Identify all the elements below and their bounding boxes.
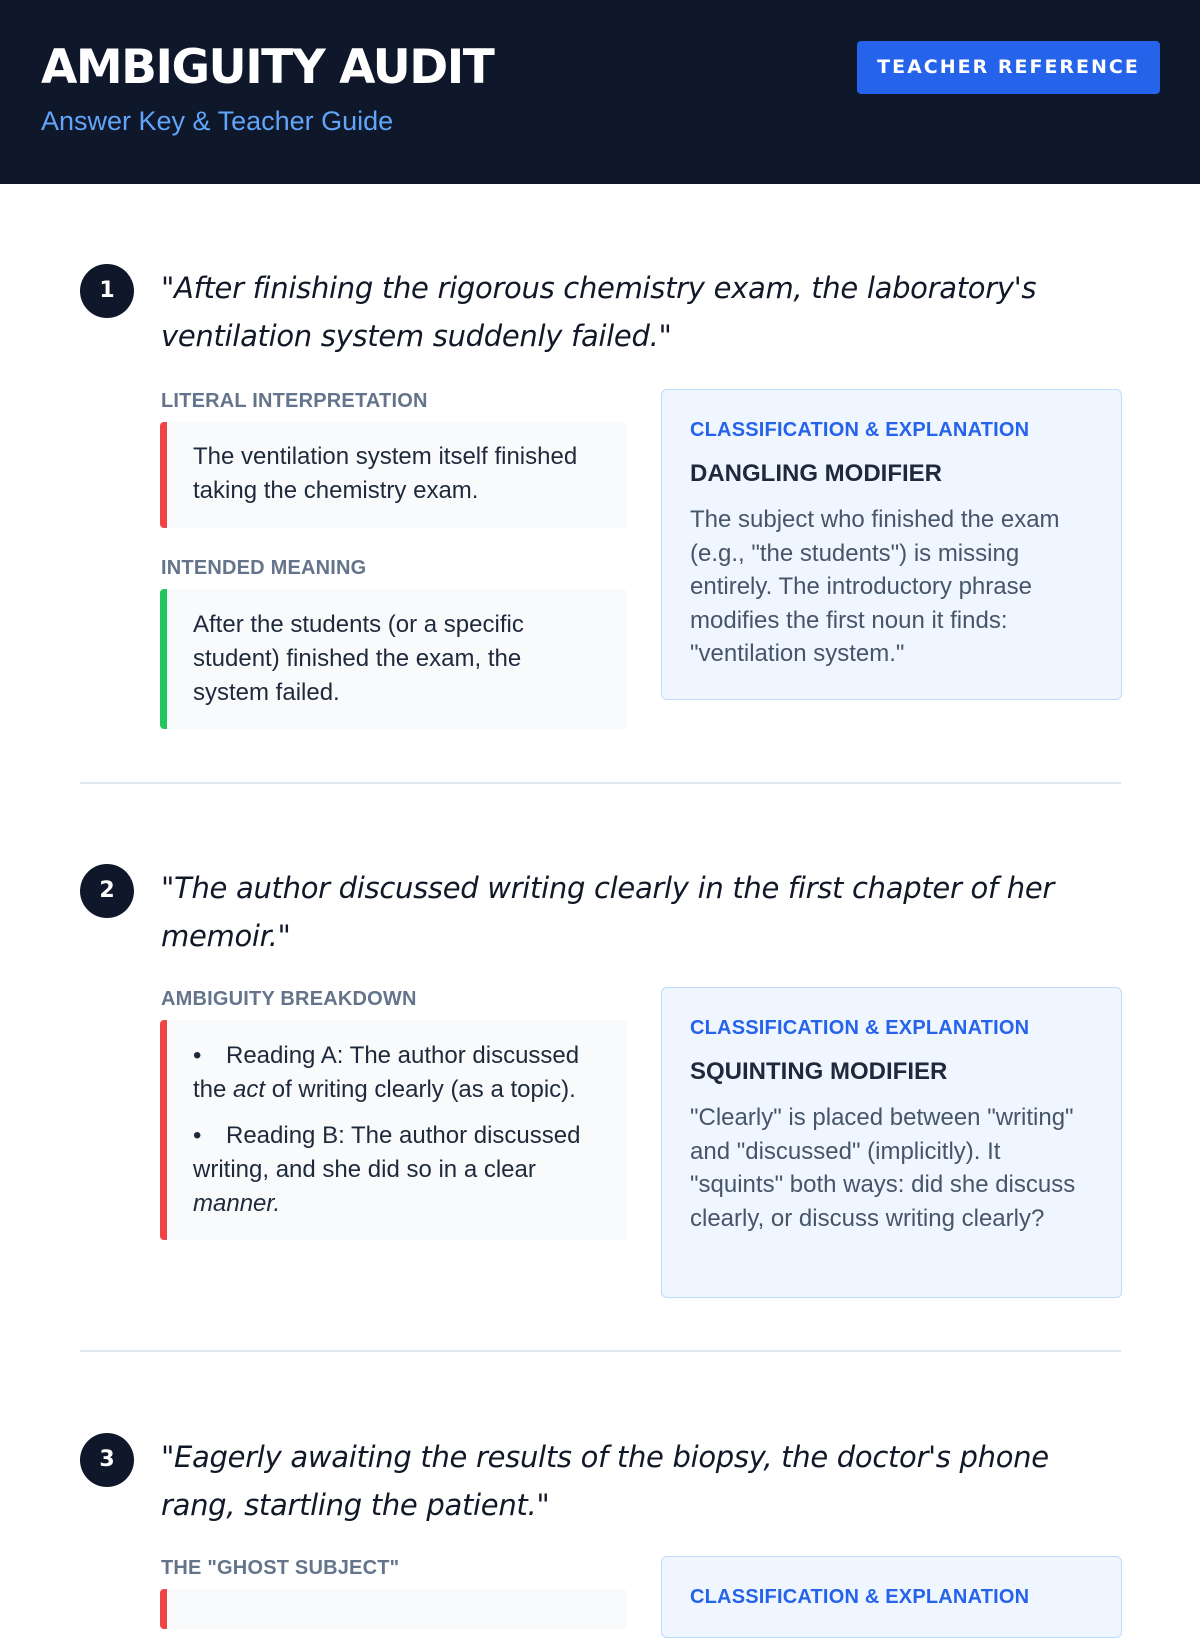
- item-quote: "After finishing the rigorous chemistry exam, the laboratory's ventilation system suddenly failed.": [161, 271, 1037, 353]
- classification-kicker: CLASSIFICATION & EXPLANATION: [690, 1017, 1030, 1039]
- bullet-icon: •: [193, 1122, 202, 1149]
- page-header: [0, 0, 1200, 184]
- classification-card: [661, 1556, 1122, 1638]
- reading-a-text-end: of writing clearly (as a topic).: [265, 1076, 576, 1103]
- reading-a: [193, 1039, 603, 1107]
- ghost-subject-box: [160, 1589, 627, 1629]
- literal-interpretation-box: [160, 422, 627, 528]
- reading-b-text: Reading B: The author discussed writing, and she did so in a clear: [193, 1122, 581, 1183]
- reading-b-emphasis: manner.: [193, 1190, 281, 1217]
- ambiguity-breakdown-label: AMBIGUITY BREAKDOWN: [161, 988, 417, 1010]
- classification-title: DANGLING MODIFIER: [690, 460, 942, 487]
- classification-title: SQUINTING MODIFIER: [690, 1058, 948, 1085]
- readings-list: [193, 1039, 603, 1221]
- section-divider: [80, 1350, 1121, 1352]
- classification-explanation: The subject who finished the exam (e.g., "the students") is missing entirely. The introductory phrase modifies the first noun it finds: "ventilation system.": [690, 506, 1060, 667]
- literal-interpretation-text: The ventilation system itself finished taking the chemistry exam.: [193, 443, 578, 504]
- item-number-badge: 1: [80, 264, 134, 318]
- teacher-reference-button[interactable]: TEACHER REFERENCE: [857, 41, 1160, 94]
- item-number-badge: 2: [80, 864, 134, 918]
- classification-card: [661, 987, 1122, 1298]
- section-divider: [80, 782, 1121, 784]
- item-quote: "Eagerly awaiting the results of the biopsy, the doctor's phone rang, startling the patient.": [161, 1440, 1049, 1522]
- item-number-badge: 3: [80, 1433, 134, 1487]
- classification-kicker: CLASSIFICATION & EXPLANATION: [690, 1586, 1030, 1608]
- item-quote: "The author discussed writing clearly in the first chapter of her memoir.": [161, 871, 1054, 953]
- intended-meaning-label: INTENDED MEANING: [161, 557, 367, 579]
- classification-card: [661, 389, 1122, 700]
- reading-a-emphasis: act: [233, 1076, 266, 1103]
- page-title: AMBIGUITY AUDIT: [41, 40, 494, 95]
- intended-meaning-box: [160, 589, 627, 729]
- literal-interpretation-label: LITERAL INTERPRETATION: [161, 390, 428, 412]
- intended-meaning-text: After the students (or a specific student) finished the exam, the system failed.: [193, 611, 524, 706]
- ghost-subject-label: THE "GHOST SUBJECT": [161, 1557, 400, 1579]
- ambiguity-breakdown-box: [160, 1020, 627, 1240]
- bullet-icon: •: [193, 1042, 202, 1069]
- reading-b: [193, 1119, 603, 1221]
- reading-a-text: Reading A: The author discussed the: [193, 1042, 580, 1103]
- classification-kicker: CLASSIFICATION & EXPLANATION: [690, 419, 1030, 441]
- classification-explanation: "Clearly" is placed between "writing" and "discussed" (implicitly). It "squints" both ways: did she discuss clearly, or discuss writing clearly?: [690, 1104, 1076, 1232]
- page-subtitle: Answer Key & Teacher Guide: [41, 106, 394, 136]
